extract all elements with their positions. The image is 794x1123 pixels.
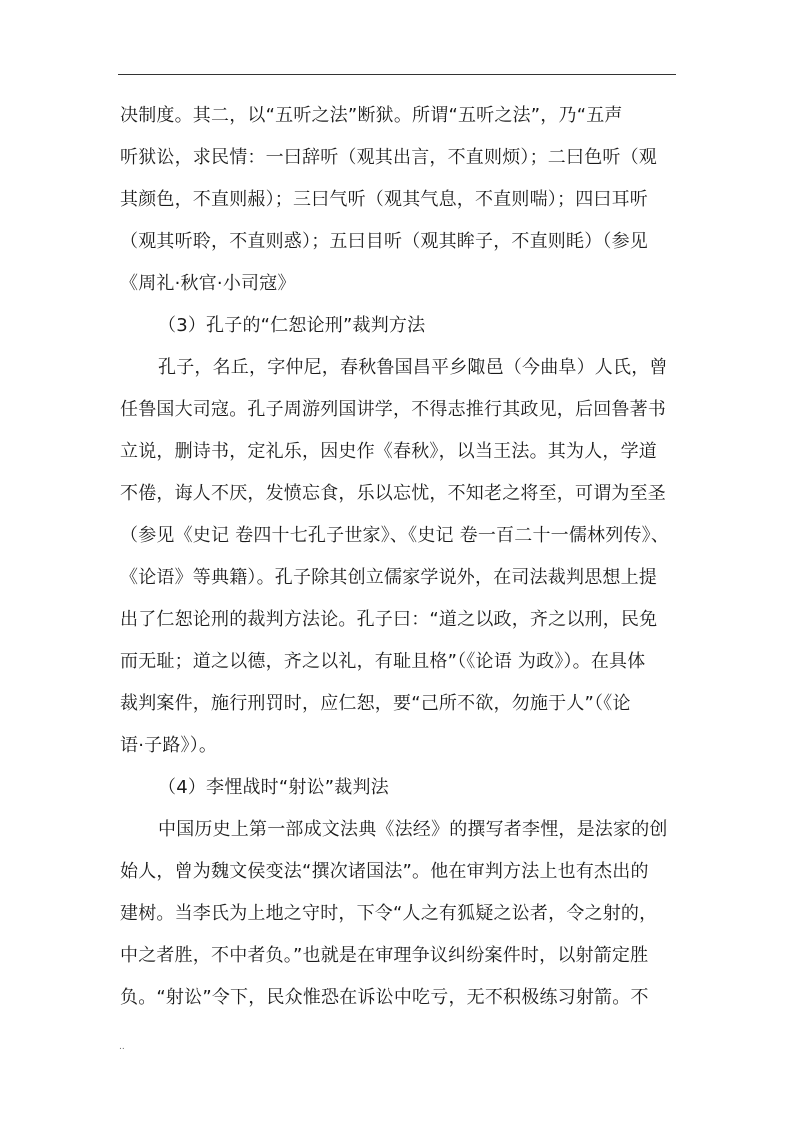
section-heading: （3）孔子的“仁恕论刑”裁判方法	[158, 315, 426, 336]
text-line: 听狱讼，求民情：一曰辞听（观其出言，不直则烦）；二曰色听（观	[120, 147, 657, 168]
text-line: 始人，曾为魏文侯变法“撰次诸国法”。他在审判方法上也有杰出的	[120, 861, 649, 882]
text-line: 出了仁恕论刑的裁判方法论。孔子曰：“道之以政，齐之以刑，民免	[120, 609, 658, 630]
text-line: 其颜色，不直则赧）；三曰气听（观其气息，不直则喘）；四曰耳听	[120, 189, 648, 210]
text-line: （参见《史记 卷四十七孔子世家》、《史记 卷一百二十一儒林列传》、	[120, 525, 670, 546]
text-line: 决制度。其二，以“五听之法”断狱。所谓“五听之法”，乃“五声	[120, 105, 623, 126]
text-line: 中之者胜，不中者负。”也就是在审理争议纠纷案件时，以射箭定胜	[120, 945, 649, 966]
paragraph-start: 中国历史上第一部成文法典《法经》的撰写者李悝，是法家的创	[158, 819, 668, 840]
text-line: 语·子路》）。	[120, 735, 218, 756]
text-line: 裁判案件，施行刑罚时，应仁恕，要“己所不欲，勿施于人”（《论	[120, 693, 631, 714]
text-line: 《论语》等典籍）。孔子除其创立儒家学说外，在司法裁判思想上提	[120, 567, 657, 588]
text-line: 不倦，诲人不厌，发愤忘食，乐以忘忧，不知老之将至，可谓为至圣	[120, 483, 666, 504]
text-line: 立说，删诗书，定礼乐，因史作《春秋》，以当王法。其为人，学道	[120, 441, 657, 462]
section-heading: （4）李悝战时“射讼”裁判法	[158, 777, 389, 798]
text-line: 任鲁国大司寇。孔子周游列国讲学，不得志推行其政见，后回鲁著书	[120, 399, 666, 420]
text-line: （观其听聆，不直则惑）；五曰目听（观其眸子，不直则眊）（参见	[120, 231, 648, 252]
document-body	[120, 95, 680, 1019]
text-line: 负。“射讼”令下，民众惟恐在诉讼中吃亏，无不积极练习射箭。不	[120, 987, 649, 1008]
text-line: 《周礼·秋官·小司寇》	[120, 273, 296, 294]
text-line: 建树。当李氏为上地之守时，下令“人之有狐疑之讼者，令之射的，	[120, 903, 658, 924]
paragraph-start: 孔子，名丘，字仲尼，春秋鲁国昌平乡陬邑（今曲阜）人氏，曾	[158, 357, 668, 378]
footer-mark: ..	[119, 1042, 125, 1052]
header-rule	[118, 74, 676, 75]
text-line: 而无耻；道之以德，齐之以礼，有耻且格”（《论语 为政》）。在具体	[120, 651, 646, 672]
